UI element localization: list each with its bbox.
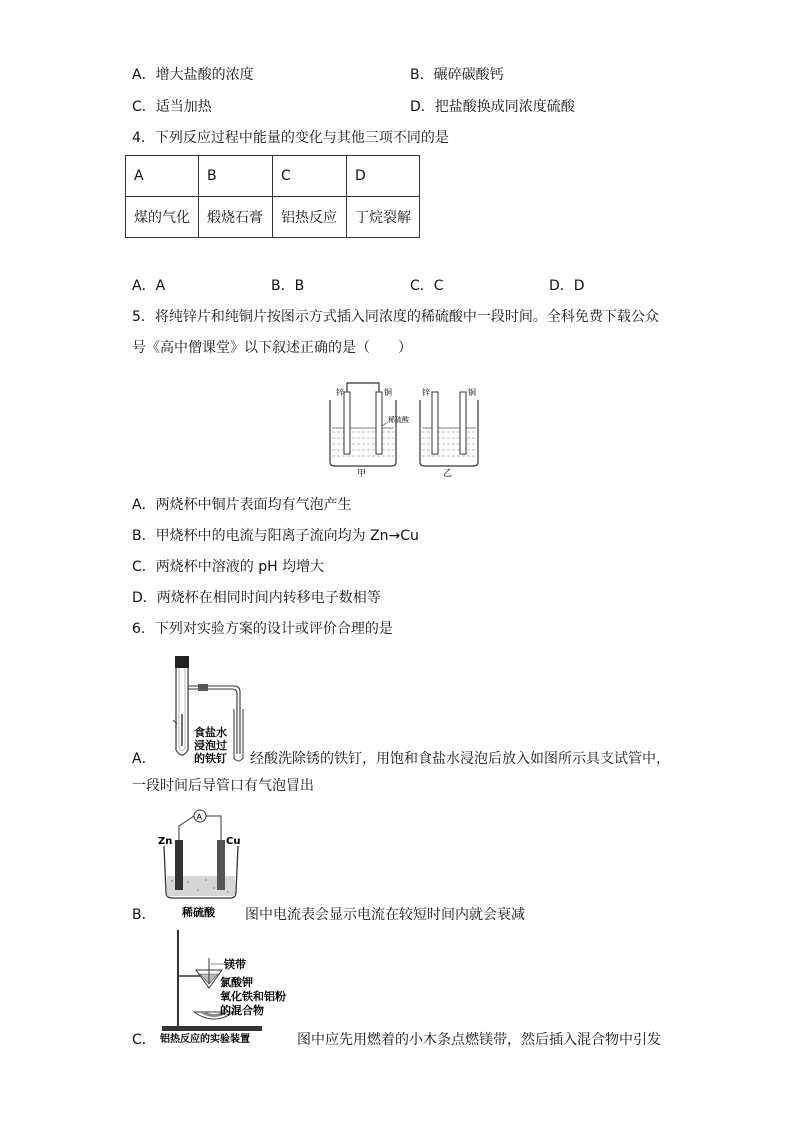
q6-option-a-text-line2: 一段时间后导管口有气泡冒出 xyxy=(132,778,314,794)
q6a-test-tube-figure xyxy=(160,654,250,766)
fig-label-zinc-yi: 锌 xyxy=(422,388,430,397)
q6b-fig-acid: 稀硫酸 xyxy=(182,906,215,919)
q6a-fig-label-2: 浸泡过 xyxy=(194,739,227,752)
q6c-fig-mix2: 的混合物 xyxy=(220,1004,264,1017)
q6c-fig-caption: 铝热反应的实验装置 xyxy=(160,1034,250,1045)
q4-table xyxy=(125,155,420,238)
q6-option-a-label: A． xyxy=(132,751,156,767)
q3-option-a: A．增大盐酸的浓度 xyxy=(132,67,254,83)
q6a-fig-label-1: 食盐水 xyxy=(194,726,227,739)
table-cell: B xyxy=(199,156,273,197)
q6-option-c-text: 图中应先用燃着的小木条点燃镁带，然后插入混合物中引发 xyxy=(297,1032,661,1048)
q4-option-b: B．B xyxy=(271,278,305,294)
q4-stem: 4．下列反应过程中能量的变化与其他三项不同的是 xyxy=(132,130,449,146)
table-row xyxy=(126,197,420,238)
q6b-fig-zn: Zn xyxy=(158,836,173,847)
q5-option-c: C．两烧杯中溶液的 pH 均增大 xyxy=(132,559,325,575)
q6c-fig-mg: 镁带 xyxy=(224,958,246,971)
q5-stem-line2: 号《高中僧课堂》以下叙述正确的是（ ） xyxy=(132,340,412,356)
fig-label-jia: 甲 xyxy=(357,469,367,478)
q6-option-c-label: C． xyxy=(132,1032,156,1048)
table-row xyxy=(126,156,420,197)
fig-label-acid: 稀硫酸 xyxy=(388,416,409,424)
table-cell: A xyxy=(126,156,199,197)
table-cell: 铝热反应 xyxy=(273,197,347,238)
table-cell: D xyxy=(347,156,420,197)
table-cell: C xyxy=(273,156,347,197)
fig-label-copper-jia: 铜 xyxy=(384,388,392,397)
q3-option-b: B．碾碎碳酸钙 xyxy=(410,67,504,83)
q5-option-d: D．两烧杯在相同时间内转移电子数相等 xyxy=(132,590,381,606)
q6-option-a-text-line1: 经酸洗除锈的铁钉，用饱和食盐水浸泡后放入如图所示具支试管中， xyxy=(250,751,670,767)
q5-option-a: A．两烧杯中铜片表面均有气泡产生 xyxy=(132,497,352,513)
fig-label-copper-yi: 铜 xyxy=(468,388,476,397)
q6-stem: 6．下列对实验方案的设计或评价合理的是 xyxy=(132,621,393,637)
ammeter-icon: A xyxy=(196,812,202,822)
fig-label-zinc-jia: 锌 xyxy=(336,388,344,397)
q6-option-b-label: B． xyxy=(132,907,156,923)
table-cell: 丁烷裂解 xyxy=(347,197,420,238)
q4-option-d: D．D xyxy=(549,278,585,294)
q3-option-d: D．把盐酸换成同浓度硫酸 xyxy=(410,99,575,115)
q6b-galvanic-cell-figure xyxy=(156,806,246,921)
q4-option-c: C．C xyxy=(410,278,444,294)
q6c-thermite-figure xyxy=(156,926,296,1046)
q6c-fig-mix1: 氧化铁和铝粉 xyxy=(220,990,286,1003)
q6a-fig-label-3: 的铁钉 xyxy=(194,752,227,765)
q3-option-c: C．适当加热 xyxy=(132,99,212,115)
q6b-fig-cu: Cu xyxy=(226,836,241,847)
q5-stem-line1: 5．将纯锌片和纯铜片按图示方式插入同浓度的稀硫酸中一段时间。全科免费下载公众 xyxy=(132,309,659,325)
beaker-yi xyxy=(420,392,478,466)
q5-beakers-figure xyxy=(318,378,483,478)
q6-option-b-text: 图中电流表会显示电流在较短时间内就会衰减 xyxy=(245,907,525,923)
q5-option-b: B．甲烧杯中的电流与阳离子流向均为 Zn→Cu xyxy=(132,528,419,544)
q4-option-a: A．A xyxy=(132,278,166,294)
table-cell: 煤的气化 xyxy=(126,197,199,238)
table-cell: 煅烧石膏 xyxy=(199,197,273,238)
fig-label-yi: 乙 xyxy=(443,469,453,478)
q6c-fig-kclo3: 氯酸钾 xyxy=(220,976,253,989)
